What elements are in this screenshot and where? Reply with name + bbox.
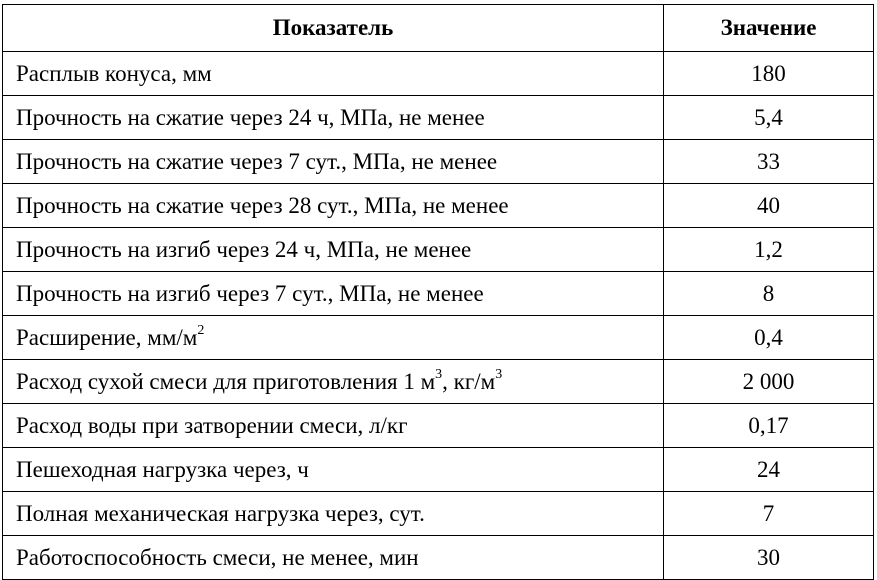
row-value: 24 [664, 448, 874, 492]
row-parameter [3, 360, 664, 404]
row-value: 33 [664, 140, 874, 184]
row-value: 1,2 [664, 228, 874, 272]
row-parameter: Расплыв конуса, мм [3, 52, 664, 96]
row-parameter-text: Расход сухой смеси для приготовления 1 м [16, 368, 436, 394]
table-row [3, 360, 874, 404]
row-parameter: Полная механическая нагрузка через, сут. [3, 492, 664, 536]
row-parameter: Работоспособность смеси, не менее, мин [3, 536, 664, 580]
row-parameter: Прочность на сжатие через 7 сут., МПа, не менее [3, 140, 664, 184]
row-parameter: Прочность на изгиб через 7 сут., МПа, не менее [3, 272, 664, 316]
table-row [3, 536, 874, 580]
table-row [3, 492, 874, 536]
table-row [3, 404, 874, 448]
table-row [3, 184, 874, 228]
column-header-parameter: Показатель [3, 5, 664, 52]
row-parameter: Пешеходная нагрузка через, ч [3, 448, 664, 492]
row-parameter [3, 316, 664, 360]
properties-table [2, 4, 874, 580]
table-header-row [3, 5, 874, 52]
row-value: 5,4 [664, 96, 874, 140]
table-row [3, 448, 874, 492]
row-value: 30 [664, 536, 874, 580]
superscript-exponent: 2 [197, 322, 205, 338]
row-parameter-text: Расширение, мм/м [16, 324, 198, 350]
table-row [3, 316, 874, 360]
row-value: 0,17 [664, 404, 874, 448]
superscript-exponent: 3 [495, 366, 503, 382]
table-row [3, 272, 874, 316]
table-row [3, 228, 874, 272]
table-row [3, 52, 874, 96]
row-value: 40 [664, 184, 874, 228]
table-row [3, 96, 874, 140]
row-value: 0,4 [664, 316, 874, 360]
superscript-exponent: 3 [435, 366, 443, 382]
column-header-value: Значение [664, 5, 874, 52]
row-value: 8 [664, 272, 874, 316]
row-value: 2 000 [664, 360, 874, 404]
row-value: 180 [664, 52, 874, 96]
row-parameter-text-unit: , кг/м [442, 368, 496, 394]
row-value: 7 [664, 492, 874, 536]
row-parameter: Прочность на сжатие через 24 ч, МПа, не менее [3, 96, 664, 140]
table-row [3, 140, 874, 184]
row-parameter: Прочность на изгиб через 24 ч, МПа, не менее [3, 228, 664, 272]
row-parameter: Расход воды при затворении смеси, л/кг [3, 404, 664, 448]
row-parameter: Прочность на сжатие через 28 сут., МПа, не менее [3, 184, 664, 228]
